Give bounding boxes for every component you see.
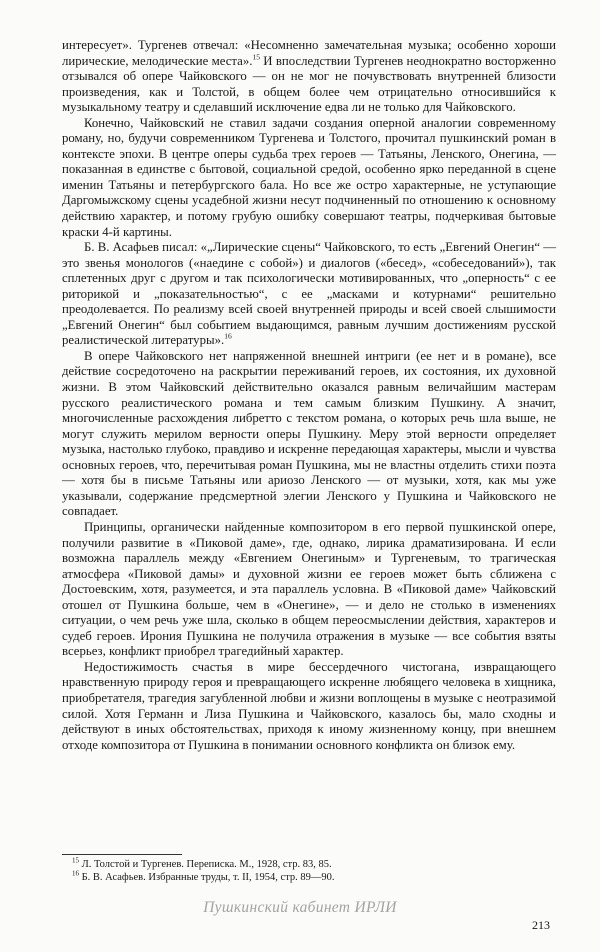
paragraph-3: Б. В. Асафьев писал: «„Лирические сцены“ Чайковского, то есть „Евгений Онегин“ — это звенья монологов («наедине с собой») и диалогов («бесед», «собеседований»), так сплетенных друг с другом и так психологически мотивированных, что „оперность“ с ее риторикой и „показательностью“, с ее „масками и котурнами“ решительно преодолевается. По реализму всей своей внутренней природы и всей своей слышимости „Евгений Онегин“ был событием выдающимся, равным лучшим достижениям русской реалистической литературы».$^{16}$: [62, 240, 556, 348]
footnote-divider: [62, 854, 182, 855]
page-number: 213: [532, 918, 550, 932]
watermark: Пушкинский кабинет ИРЛИ: [203, 899, 397, 916]
paragraph-1: интересует». Тургенев отвечал: «Несомненно замечательная музыка; особенно хороши лирические, мелодические места».$^{15}$ И впоследствии Тургенев неоднократно восторженно отзывался об опере Чайковского — он не мог не почувствовать внутренней близости произведения, как и Толстой, в общем более чем отрицательно относившийся к музыкальному театру и сделавший исключение едва ли не только для Чайковского.: [62, 38, 557, 115]
footnotes: [62, 858, 556, 884]
paragraph-6: Недостижимость счастья в мире бессердечного чистогана, извращающего нравственную природу героя и превращающего искренне любящего человека в хищника, приобретателя, трагедия загубленной любви и жизни воплощены в музыке с неотразимой силой. Хотя Германн и Лиза Пушкина и Чайковского, казалось бы, мало сходны и действуют в иных обстоятельствах, приходя к иному жизненному концу, при внешнем отходе композитора от Пушкина в понимании основного конфликта он близок ему.: [62, 659, 556, 752]
paragraph-5: Принципы, органически найденные композитором в его первой пушкинской опере, получили развитие в «Пиковой даме», где, однако, лирика драматизирована. И если возможна параллель между «Евгением Онегиным» и Тургеневым, то трагическая атмосфера «Пиковой дамы» и духовной жизни ее героев может быть сближена с Достоевским, хотя, разумеется, и эта параллель условна. В «Пиковой даме» Чайковский отошел от Пушкина больше, чем в «Онегине», — и дело не столько в изменениях ситуации, о чем речь уже шла, сколько в общем переосмыслении действия, характеров и судеб героев. Ирония Пушкина не получила отражения в музыке — все события взяты всерьез, конфликт приобрел трагедийный характер.: [62, 519, 556, 659]
footnote-ref-16[interactable]: 16: [224, 332, 232, 342]
footnote-16: $^{16}$ Б. В. Асафьев. Избранные труды, т. II, 1954, стр. 89—90.: [72, 869, 335, 883]
footnote-15: $^{15}$ Л. Толстой и Тургенев. Переписка. М., 1928, стр. 83, 85.: [72, 856, 332, 870]
paragraph-4: В опере Чайковского нет напряженной внешней интриги (ее нет и в романе), все действие сосредоточено на раскрытии переживаний героев, их состояния, их духовной жизни. В этом Чайковский действительно оказался равным величайшим мастерам русского реалистического романа и тем самым близким Пушкину. А значит, многочисленные расхождения либретто с текстом романа, о которых речь шла выше, не могут служить мерилом верности оперы Пушкину. Меру этой верности определяет музыка, настолько глубоко, правдиво и искренне передающая характеры, мысли и чувства основных героев, что, перечитывая роман Пушкина, мы не властны отделить стихи поэта — хотя бы в письме Татьяны или ариозо Ленского — от музыки, хотя, как мы уже указывали, содержание предсмертной элегии Ленского у Пушкина и Чайковского не совпадает.: [62, 348, 556, 519]
body-text: [62, 38, 556, 753]
paragraph-2: Конечно, Чайковский не ставил задачи создания оперной аналогии современному роману, но, будучи современником Тургенева и Толстого, прочитал пушкинский роман в контексте эпохи. В центре оперы судьба трех героев — Татьяны, Ленского, Онегина, — показанная в единстве с бытовой, социальной средой, особенно ярко переданной в сцене именин Татьяны и петербургского бала. Но все же остро характерные, не уступающие Даргомыжскому сцены усадебной жизни несут подчиненный по отношению к основному действию характер, и потому грубую ошибку совершают театры, подчеркивая бытовые краски 4-й картины.: [62, 115, 556, 239]
footnote-ref-15[interactable]: 15: [252, 52, 260, 62]
